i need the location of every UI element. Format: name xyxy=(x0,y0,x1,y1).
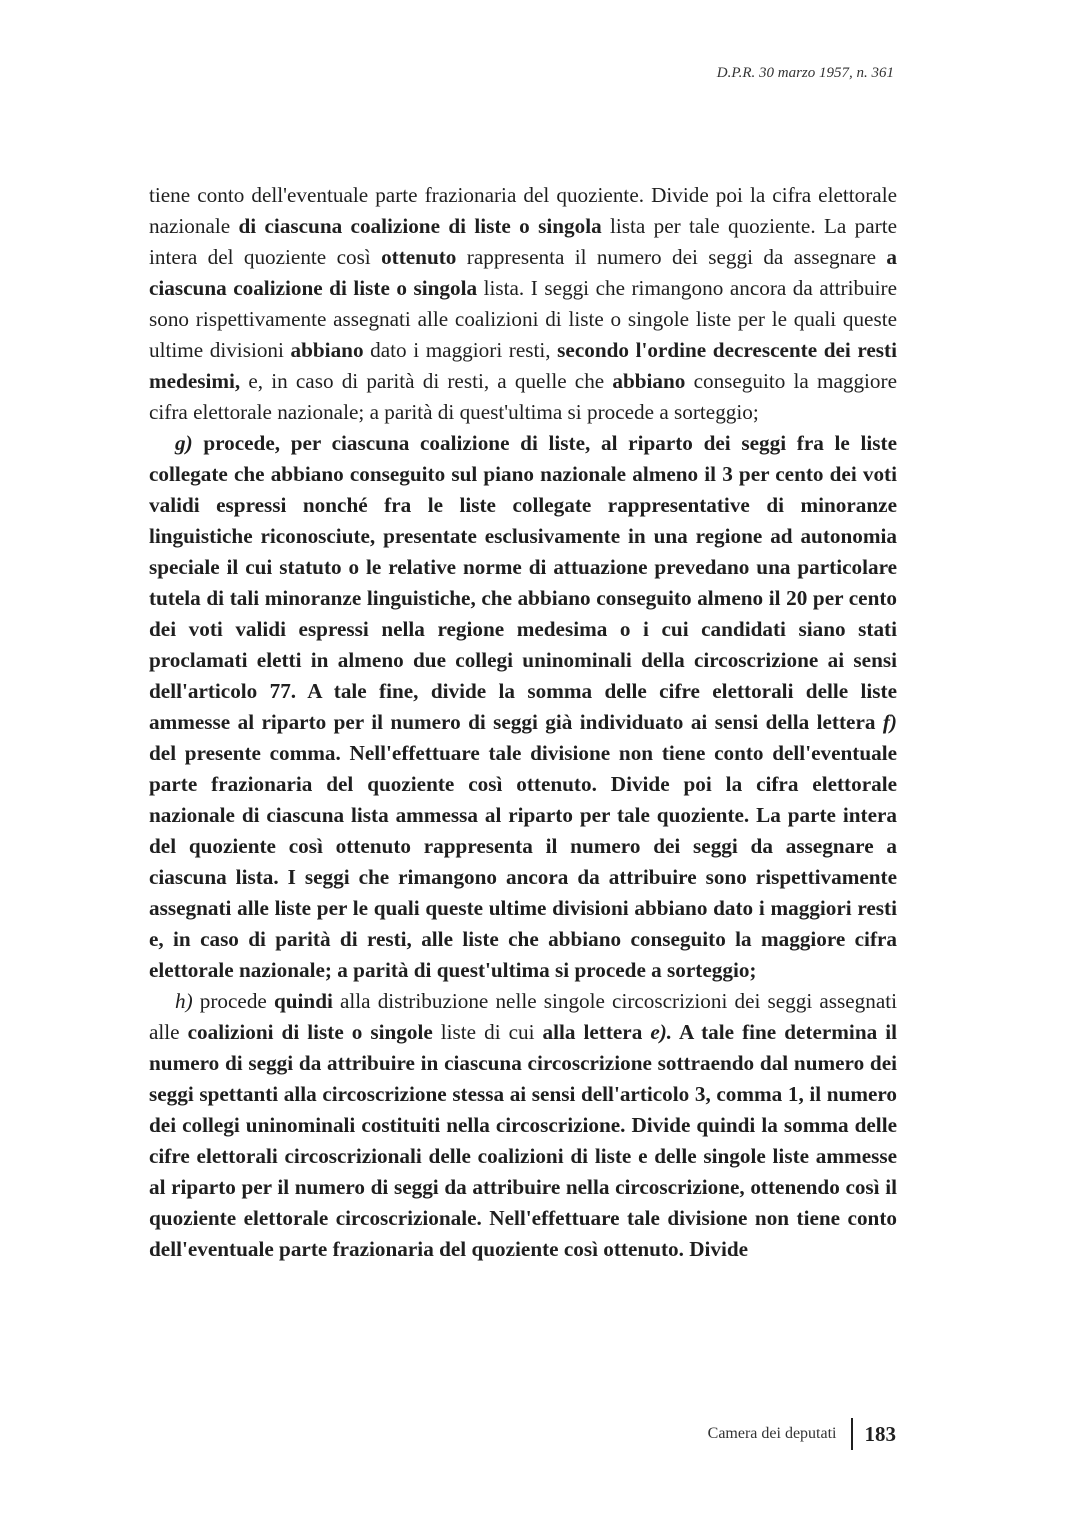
text-run: lista per tale quoziente. La parte intera del quoziente così xyxy=(149,214,897,269)
text-run: procede xyxy=(192,989,274,1013)
text-run: conseguito la maggiore cifra elettorale nazionale; a parità di quest'ultima si procede a sorteggio; xyxy=(149,369,897,424)
text-run: di ciascuna coalizione di liste o singola xyxy=(238,214,602,238)
text-run: liste di cui xyxy=(432,1020,543,1044)
text-run: rappresenta il numero dei seggi da assegnare xyxy=(456,245,887,269)
body-text xyxy=(149,180,897,1265)
text-run: h) xyxy=(175,989,193,1013)
text-run: tiene conto dell'eventuale parte frazionaria del quoziente. Divide poi la cifra elettorale nazionale xyxy=(149,183,897,238)
text-run: abbiano xyxy=(612,369,686,393)
text-run: secondo l'ordine decrescente dei resti medesimi, xyxy=(149,338,897,393)
paragraph-continuation xyxy=(149,180,897,428)
text-run: quindi xyxy=(273,989,333,1013)
publisher-name: Camera dei deputati xyxy=(707,1425,837,1442)
paragraph-letter-h xyxy=(149,986,897,1265)
text-run: lista. I seggi che rimangono ancora da attribuire sono rispettivamente assegnati alle coalizioni di liste o singole liste per le quali queste ultime divisioni xyxy=(149,276,897,362)
text-run: a ciascuna coalizione di liste o singola xyxy=(149,245,898,300)
page-number: 183 xyxy=(864,1421,896,1446)
text-run: f) xyxy=(882,710,897,734)
running-header: D.P.R. 30 marzo 1957, n. 361 xyxy=(716,65,894,81)
text-run: e, in caso di parità di resti, a quelle che xyxy=(240,369,613,393)
page-footer xyxy=(708,1418,896,1450)
text-run: ottenuto xyxy=(381,245,457,269)
text-run: dato i maggiori resti, xyxy=(363,338,558,362)
paragraph-letter-g xyxy=(149,428,897,986)
text-run: coalizioni di liste o singole xyxy=(187,1020,433,1044)
text-run: del presente comma. Nell'effettuare tale divisione non tiene conto dell'eventuale parte frazionaria del quoziente così ottenuto. Divide poi la cifra elettorale nazionale di ciascuna lista ammessa al riparto per tale quoziente. La parte intera del quoziente così ottenuto rappresenta il numero dei seggi da assegnare a ciascuna lista. I seggi che rimangono ancora da attribuire sono rispettivamente assegnati alle liste per le quali queste ultime divisioni abbiano dato i maggiori resti e, in caso di parità di resti, alle liste che abbiano conseguito la maggiore cifra elettorale nazionale; a parità di quest'ultima si procede a sorteggio; xyxy=(149,741,897,982)
text-run: e). xyxy=(650,1020,673,1044)
text-run: A tale fine determina il numero di seggi da attribuire in ciascuna circoscrizione sottraendo dal numero dei seggi spettanti alla circoscrizione stessa ai sensi dell'articolo 3, comma 1, il numero dei collegi uninominali costituiti nella circoscrizione. Divide quindi la somma delle cifre elettorali circoscrizionali delle coalizioni di liste e delle singole liste ammesse al riparto per il numero di seggi da attribuire nella circoscrizione, ottenendo così il quoziente elettorale circoscrizionale. Nell'effettuare tale divisione non tiene conto dell'eventuale parte frazionaria del quoziente così ottenuto. Divide xyxy=(149,1020,897,1261)
text-run: procede, per ciascuna coalizione di liste, al riparto dei seggi fra le liste collegate che abbiano conseguito sul piano nazionale almeno il 3 per cento dei voti validi espressi nonché fra le liste collegate rappresentative di minoranze linguistiche riconosciute, presentate esclusivamente in una regione ad autonomia speciale il cui statuto o le relative norme di attuazione prevedano una particolare tutela di tali minoranze linguistiche, che abbiano conseguito almeno il 20 per cento dei voti validi espressi nella regione medesima o i cui candidati siano stati proclamati eletti in almeno due collegi uninominali della circoscrizione ai sensi dell'articolo 77. A tale fine, divide la somma delle cifre elettorali delle liste ammesse al riparto per il numero di seggi già individuato ai sensi della lettera xyxy=(149,431,897,734)
text-run: alla lettera xyxy=(542,1020,643,1044)
text-run: alla distribuzione nelle singole circoscrizioni dei seggi assegnati alle xyxy=(149,989,897,1044)
text-run: abbiano xyxy=(290,338,364,362)
text-run: g) xyxy=(175,431,193,455)
